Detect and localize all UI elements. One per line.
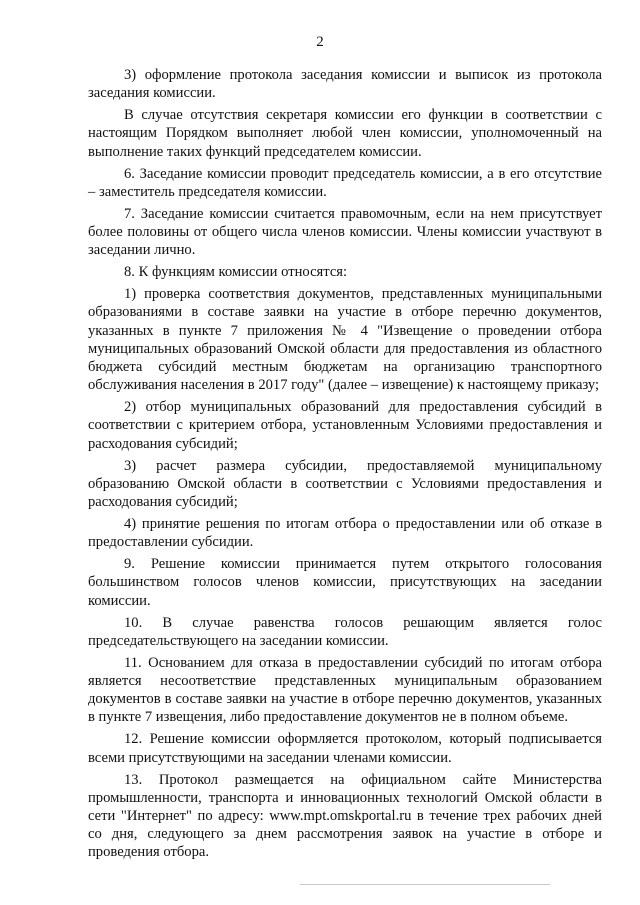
document-body (88, 66, 602, 862)
paragraph-13: 13. Протокол размещается на официальном сайте Министерства промышленности, транспорта и инновационных технологий Омской области в сети "Интернет" по адресу: www.mpt.omskportal.ru в течение трех рабочих дней со дня, следующего за днем рассмотрения заявок на участие в отборе и проведения отбора. (88, 771, 602, 861)
paragraph-8-item-4: 4) принятие решения по итогам отбора о предоставлении или об отказе в предоставлении субсидии. (88, 516, 602, 551)
paragraph-8: 8. К функциям комиссии относятся: (124, 264, 348, 281)
paragraph-item-3: 3) оформление протокола заседания комиссии и выписок из протокола заседания комиссии. (88, 67, 602, 102)
paragraph-7: 7. Заседание комиссии считается правомочным, если на нем присутствует более половины от общего числа членов комиссии. Члены комиссии участвуют в заседании лично. (88, 205, 602, 259)
paragraph-12: 12. Решение комиссии оформляется протоколом, который подписывается всеми присутствующими на заседании членами комиссии. (88, 731, 602, 766)
page-number: 2 (316, 34, 324, 50)
paragraph-9: 9. Решение комиссии принимается путем открытого голосования большинством голосов членов комиссии, присутствующих на заседании комиссии. (88, 556, 602, 609)
scan-edge-line (300, 884, 550, 885)
paragraph-6: 6. Заседание комиссии проводит председатель комиссии, а в его отсутствие – заместитель председателя комиссии. (88, 165, 602, 200)
paragraph-8-item-3: 3) расчет размера субсидии, предоставляемой муниципальному образованию Омской области в соответствии с Условиями предоставления и расходования субсидий; (88, 457, 602, 511)
paragraph-8-item-1: 1) проверка соответствия документов, представленных муниципальными образованиями в составе заявки на участие в отборе перечню документов, указанных в пункте 7 приложения № 4 "Извещение о проведении отбора муниципальных образований Омской области для предоставления из областного бюджета субсидий местным бюджетам на организацию транспортного обслуживания населения в 2017 году" (далее – извещение) к настоящему приказу; (88, 286, 602, 394)
paragraph-11: 11. Основанием для отказа в предоставлении субсидий по итогам отбора является несоответствие представленных муниципальным образованием документов в составе заявки на участие в отборе перечню документов, указанных в пункте 7 извещения, либо предоставление документов не в полном объеме. (88, 654, 602, 726)
paragraph-10: 10. В случае равенства голосов решающим является голос председательствующего на заседании комиссии. (88, 614, 602, 649)
paragraph-8-item-2: 2) отбор муниципальных образований для предоставления субсидий в соответствии с критерием отбора, установленным Условиями предоставления и расходования субсидий; (88, 399, 602, 452)
paragraph-secretary-absence: В случае отсутствия секретаря комиссии его функции в соответствии с настоящим Порядком выполняет любой член комиссии, уполномоченный на выполнение таких функций председателем комиссии. (88, 107, 602, 160)
